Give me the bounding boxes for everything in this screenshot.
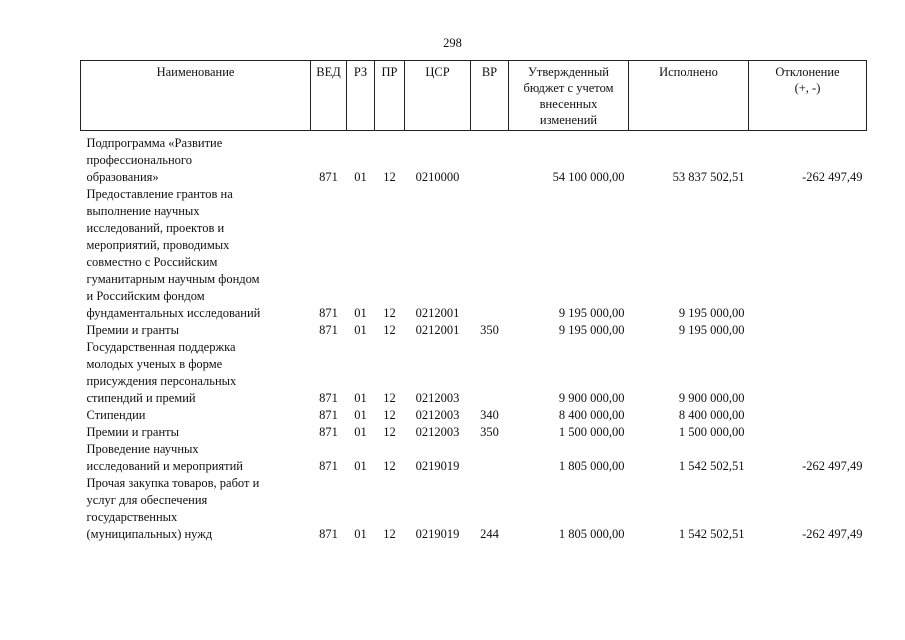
cell-ved: 871 xyxy=(319,425,338,439)
row-name xyxy=(81,131,311,187)
row-name-line: стипендий и премий xyxy=(86,391,196,405)
cell-approved: 1 805 000,00 xyxy=(558,459,625,473)
row-name xyxy=(81,339,311,407)
header-deviation-line: Отклонение xyxy=(775,65,840,79)
header-approved xyxy=(509,61,629,131)
cell-rz: 01 xyxy=(354,425,367,439)
cell-deviation: -262 497,49 xyxy=(802,459,863,473)
row-name-line: гуманитарным научным фондом xyxy=(86,272,260,286)
table-row xyxy=(81,339,867,407)
header-vr: ВР xyxy=(471,61,509,131)
cell-vr xyxy=(471,441,509,475)
cell-pr: 12 xyxy=(383,306,396,320)
cell-pr: 12 xyxy=(383,323,396,337)
cell-rz: 01 xyxy=(354,408,367,422)
row-name xyxy=(81,475,311,543)
cell-pr: 12 xyxy=(383,425,396,439)
cell-deviation xyxy=(749,322,867,339)
cell-rz: 01 xyxy=(354,459,367,473)
row-name xyxy=(81,186,311,322)
cell-rz: 01 xyxy=(354,306,367,320)
row-name xyxy=(81,407,311,424)
row-name-line: Подпрограмма «Развитие xyxy=(86,136,223,150)
cell-vr: 244 xyxy=(480,527,499,541)
row-name-line: Стипендии xyxy=(86,408,146,422)
row-name-line: фундаментальных исследований xyxy=(86,306,261,320)
cell-ved: 871 xyxy=(319,459,338,473)
page-number: 298 xyxy=(443,36,462,50)
cell-approved: 9 195 000,00 xyxy=(558,323,625,337)
row-name-line: Премии и гранты xyxy=(86,425,180,439)
cell-csr: 0212003 xyxy=(415,408,460,422)
row-name-line: и Российским фондом xyxy=(86,289,205,303)
row-name-line: совместно с Российским xyxy=(86,255,218,269)
table-row xyxy=(81,475,867,543)
cell-csr: 0212003 xyxy=(415,425,460,439)
cell-csr: 0212003 xyxy=(415,391,460,405)
row-name-line: профессионального xyxy=(86,153,192,167)
cell-deviation xyxy=(749,407,867,424)
table-row xyxy=(81,131,867,187)
header-deviation xyxy=(749,61,867,131)
cell-rz: 01 xyxy=(354,391,367,405)
cell-pr: 12 xyxy=(383,408,396,422)
row-name-line: выполнение научных xyxy=(86,204,200,218)
cell-executed: 9 900 000,00 xyxy=(678,391,745,405)
cell-ved: 871 xyxy=(319,408,338,422)
cell-vr xyxy=(471,339,509,407)
cell-executed: 1 500 000,00 xyxy=(678,425,745,439)
header-name: Наименование xyxy=(81,61,311,131)
cell-executed: 1 542 502,51 xyxy=(678,527,745,541)
row-name-line: Предоставление грантов на xyxy=(86,187,233,201)
cell-rz: 01 xyxy=(354,170,367,184)
header-rz: РЗ xyxy=(347,61,375,131)
header-approved-line: внесенных xyxy=(539,97,598,111)
row-name-line: присуждения персональных xyxy=(86,374,237,388)
cell-vr: 350 xyxy=(480,425,499,439)
row-name xyxy=(81,424,311,441)
cell-pr: 12 xyxy=(383,170,396,184)
cell-csr: 0210000 xyxy=(415,170,460,184)
cell-approved: 9 195 000,00 xyxy=(558,306,625,320)
cell-csr: 0219019 xyxy=(415,527,460,541)
row-name-line: (муниципальных) нужд xyxy=(86,527,213,541)
table-row xyxy=(81,424,867,441)
cell-vr xyxy=(471,186,509,322)
row-name-line: Проведение научных xyxy=(86,442,199,456)
cell-csr: 0219019 xyxy=(415,459,460,473)
row-name-line: исследований и мероприятий xyxy=(86,459,243,473)
row-name-line: Прочая закупка товаров, работ и xyxy=(86,476,260,490)
cell-ved: 871 xyxy=(319,323,338,337)
row-name-line: исследований, проектов и xyxy=(86,221,225,235)
header-executed: Исполнено xyxy=(629,61,749,131)
cell-pr: 12 xyxy=(383,459,396,473)
row-name-line: государственных xyxy=(86,510,178,524)
cell-ved: 871 xyxy=(319,170,338,184)
cell-pr: 12 xyxy=(383,527,396,541)
table-row xyxy=(81,186,867,322)
row-name-line: Государственная поддержка xyxy=(86,340,236,354)
cell-ved: 871 xyxy=(319,527,338,541)
table-header-row xyxy=(81,61,867,131)
cell-approved: 8 400 000,00 xyxy=(558,408,625,422)
table-row xyxy=(81,441,867,475)
row-name-line: Премии и гранты xyxy=(86,323,180,337)
cell-deviation: -262 497,49 xyxy=(802,170,863,184)
cell-executed: 9 195 000,00 xyxy=(678,323,745,337)
header-ved: ВЕД xyxy=(311,61,347,131)
header-approved-line: бюджет с учетом xyxy=(523,81,614,95)
cell-rz: 01 xyxy=(354,323,367,337)
row-name-line: молодых ученых в форме xyxy=(86,357,223,371)
cell-executed: 53 837 502,51 xyxy=(672,170,745,184)
cell-approved: 1 805 000,00 xyxy=(558,527,625,541)
budget-table xyxy=(80,60,867,543)
cell-approved: 9 900 000,00 xyxy=(558,391,625,405)
cell-csr: 0212001 xyxy=(415,306,460,320)
cell-deviation xyxy=(749,339,867,407)
cell-vr xyxy=(471,131,509,187)
cell-executed: 1 542 502,51 xyxy=(678,459,745,473)
table-row xyxy=(81,322,867,339)
row-name-line: мероприятий, проводимых xyxy=(86,238,230,252)
row-name-line: услуг для обеспечения xyxy=(86,493,208,507)
header-csr: ЦСР xyxy=(405,61,471,131)
cell-approved: 1 500 000,00 xyxy=(558,425,625,439)
row-name xyxy=(81,441,311,475)
header-deviation-line: (+, -) xyxy=(794,81,821,95)
cell-executed: 8 400 000,00 xyxy=(678,408,745,422)
cell-csr: 0212001 xyxy=(415,323,460,337)
cell-executed: 9 195 000,00 xyxy=(678,306,745,320)
cell-deviation: -262 497,49 xyxy=(802,527,863,541)
cell-deviation xyxy=(749,186,867,322)
header-approved-line: изменений xyxy=(539,113,598,127)
cell-pr: 12 xyxy=(383,391,396,405)
cell-vr: 350 xyxy=(480,323,499,337)
cell-vr: 340 xyxy=(480,408,499,422)
header-approved-line: Утвержденный xyxy=(528,65,609,79)
cell-approved: 54 100 000,00 xyxy=(552,170,625,184)
row-name xyxy=(81,322,311,339)
header-pr: ПР xyxy=(375,61,405,131)
cell-ved: 871 xyxy=(319,391,338,405)
cell-deviation xyxy=(749,424,867,441)
cell-ved: 871 xyxy=(319,306,338,320)
table-row xyxy=(81,407,867,424)
row-name-line: образования» xyxy=(86,170,159,184)
cell-rz: 01 xyxy=(354,527,367,541)
